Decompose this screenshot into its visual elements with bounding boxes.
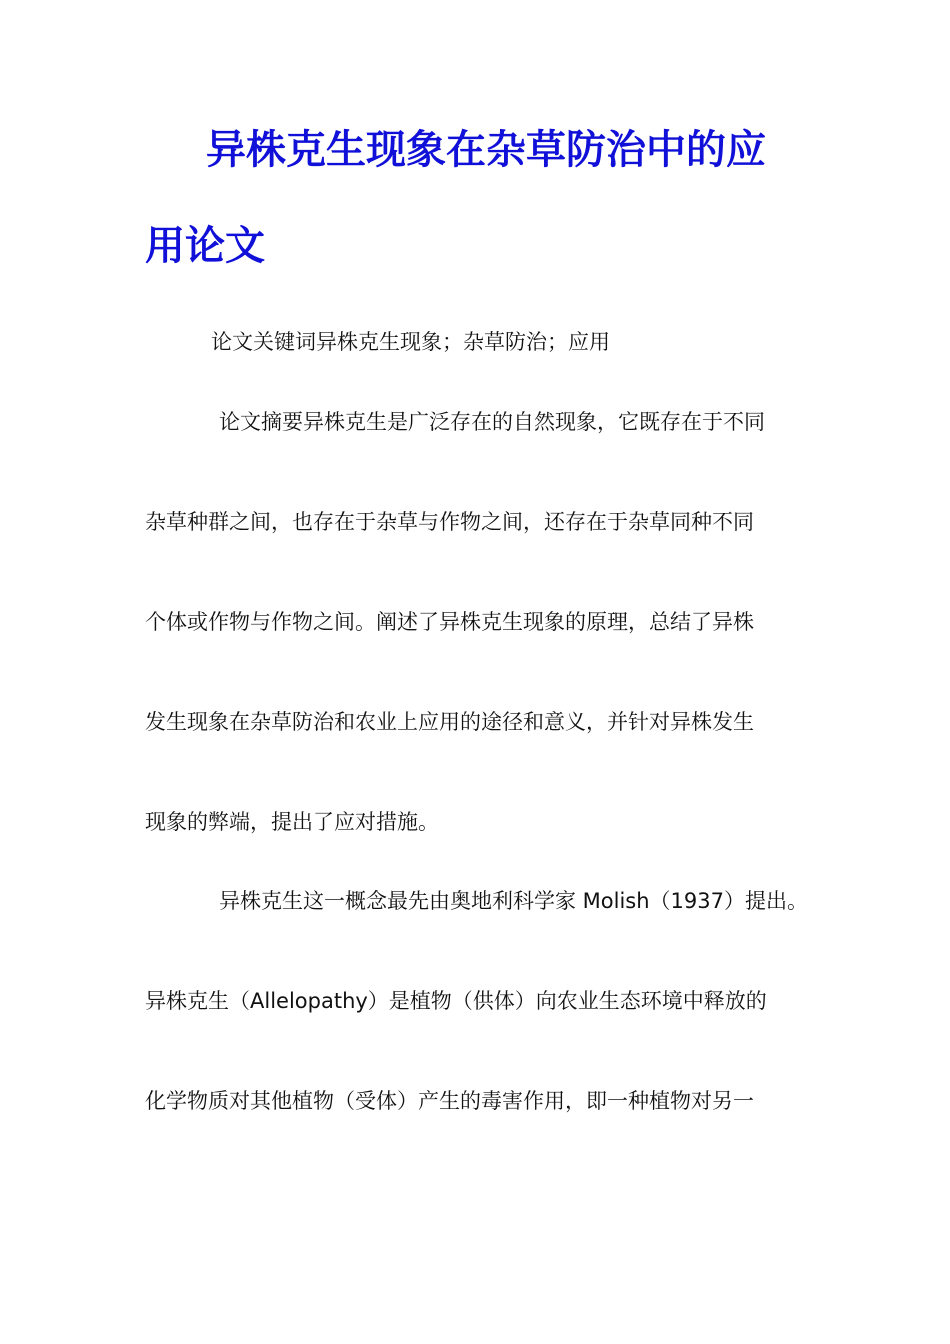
body-line-1: 异株克生这一概念最先由奥地利科学家 Molish（1937）提出。 — [219, 889, 809, 913]
body-line-2: 异株克生（Allelopathy）是植物（供体）向农业生态环境中释放的 — [145, 989, 767, 1013]
abstract-line-4: 发生现象在杂草防治和农业上应用的途径和意义，并针对异株发生 — [145, 710, 754, 734]
body-line-3: 化学物质对其他植物（受体）产生的毒害作用，即一种植物对另一 — [145, 1089, 754, 1113]
abstract-line-5: 现象的弊端，提出了应对措施。 — [145, 810, 439, 834]
abstract-line-3: 个体或作物与作物之间。阐述了异株克生现象的原理，总结了异株 — [145, 610, 754, 634]
keywords-line: 论文关键词异株克生现象；杂草防治；应用 — [211, 330, 610, 354]
document-title-line-1: 异株克生现象在杂草防治中的应 — [206, 127, 766, 173]
abstract-line-1: 论文摘要异株克生是广泛存在的自然现象，它既存在于不同 — [219, 410, 765, 434]
abstract-line-2: 杂草种群之间，也存在于杂草与作物之间，还存在于杂草同种不同 — [145, 510, 754, 534]
document-title-line-2: 用论文 — [145, 223, 265, 269]
